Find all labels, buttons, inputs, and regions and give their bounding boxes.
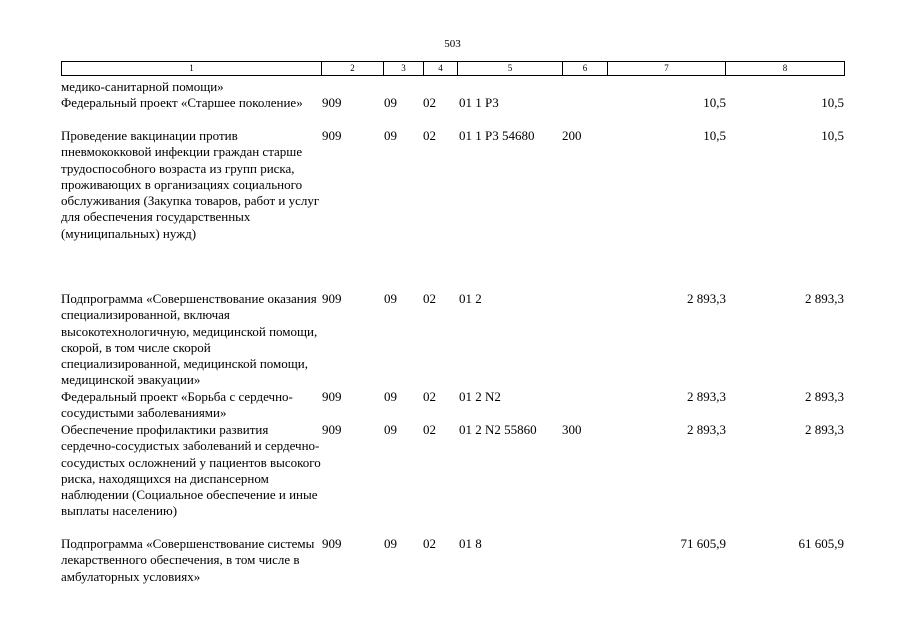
column-header-2: 2 bbox=[322, 62, 384, 76]
row-name: Федеральный проект «Борьба с сердечно-сосудистыми заболеваниями» bbox=[61, 389, 293, 421]
column-header-1: 1 bbox=[62, 62, 322, 76]
target-article-code: 01 8 bbox=[459, 536, 482, 551]
ministry-code: 909 bbox=[322, 95, 342, 110]
subsection-code: 02 bbox=[423, 95, 436, 110]
amount-col-8: 61 605,9 bbox=[798, 536, 844, 551]
amount-col-7: 10,5 bbox=[703, 128, 726, 143]
section-code: 09 bbox=[384, 128, 397, 143]
ministry-code: 909 bbox=[322, 128, 342, 143]
subsection-code: 02 bbox=[423, 422, 436, 437]
column-header-table bbox=[61, 61, 845, 76]
expense-type-code: 200 bbox=[562, 128, 582, 143]
row-name: Подпрограмма «Совершенствование оказания специализированной, включая высокотехнологичную, медицинской помощи, скорой, в том числе скорой специализированной, медицинской помощи, медицинской эвакуации» bbox=[61, 291, 318, 388]
page-number: 503 bbox=[444, 38, 461, 50]
column-header-6: 6 bbox=[563, 62, 608, 76]
amount-col-7: 71 605,9 bbox=[680, 536, 726, 551]
row-name: Обеспечение профилактики развития сердечно-сосудистых заболеваний и сердечно-сосудистых осложнений у пациентов высокого риска, находящихся на диспансерном наблюдении (Социальное обеспечение и иные выплаты населению) bbox=[61, 422, 321, 519]
amount-col-7: 2 893,3 bbox=[687, 389, 726, 404]
row-name: медико-санитарной помощи» bbox=[61, 79, 224, 94]
row-name: Федеральный проект «Старшее поколение» bbox=[61, 95, 303, 110]
ministry-code: 909 bbox=[322, 422, 342, 437]
subsection-code: 02 bbox=[423, 128, 436, 143]
expense-type-code: 300 bbox=[562, 422, 582, 437]
column-header-5: 5 bbox=[458, 62, 563, 76]
section-code: 09 bbox=[384, 422, 397, 437]
amount-col-8: 2 893,3 bbox=[805, 422, 844, 437]
column-header-7: 7 bbox=[608, 62, 726, 76]
row-name: Подпрограмма «Совершенствование системы лекарственного обеспечения, в том числе в амбулаторных условиях» bbox=[61, 536, 315, 584]
table-row bbox=[61, 389, 844, 422]
amount-col-8: 2 893,3 bbox=[805, 389, 844, 404]
table-row bbox=[61, 128, 844, 291]
amount-col-8: 10,5 bbox=[821, 128, 844, 143]
section-code: 09 bbox=[384, 95, 397, 110]
section-code: 09 bbox=[384, 536, 397, 551]
budget-table-body bbox=[61, 79, 844, 586]
amount-col-7: 2 893,3 bbox=[687, 422, 726, 437]
target-article-code: 01 2 N2 55860 bbox=[459, 422, 537, 437]
ministry-code: 909 bbox=[322, 536, 342, 551]
table-row bbox=[61, 536, 844, 586]
ministry-code: 909 bbox=[322, 389, 342, 404]
section-code: 09 bbox=[384, 291, 397, 306]
table-row bbox=[61, 79, 844, 95]
ministry-code: 909 bbox=[322, 291, 342, 306]
column-header-4: 4 bbox=[424, 62, 458, 76]
table-row bbox=[61, 291, 844, 389]
target-article-code: 01 2 N2 bbox=[459, 389, 501, 404]
table-row bbox=[61, 422, 844, 536]
target-article-code: 01 1 P3 bbox=[459, 95, 499, 110]
section-code: 09 bbox=[384, 389, 397, 404]
amount-col-7: 2 893,3 bbox=[687, 291, 726, 306]
amount-col-7: 10,5 bbox=[703, 95, 726, 110]
row-name: Проведение вакцинации против пневмококковой инфекции граждан старше трудоспособного возраста из групп риска, проживающих в организациях социального обслуживания (Закупка товаров, работ и услуг для обеспечения государственных (муниципальных) нужд) bbox=[61, 128, 320, 241]
subsection-code: 02 bbox=[423, 389, 436, 404]
subsection-code: 02 bbox=[423, 291, 436, 306]
subsection-code: 02 bbox=[423, 536, 436, 551]
amount-col-8: 2 893,3 bbox=[805, 291, 844, 306]
column-header-row bbox=[62, 62, 845, 76]
target-article-code: 01 1 P3 54680 bbox=[459, 128, 535, 143]
target-article-code: 01 2 bbox=[459, 291, 482, 306]
column-header-8: 8 bbox=[726, 62, 845, 76]
column-header-3: 3 bbox=[384, 62, 424, 76]
amount-col-8: 10,5 bbox=[821, 95, 844, 110]
table-row bbox=[61, 95, 844, 128]
